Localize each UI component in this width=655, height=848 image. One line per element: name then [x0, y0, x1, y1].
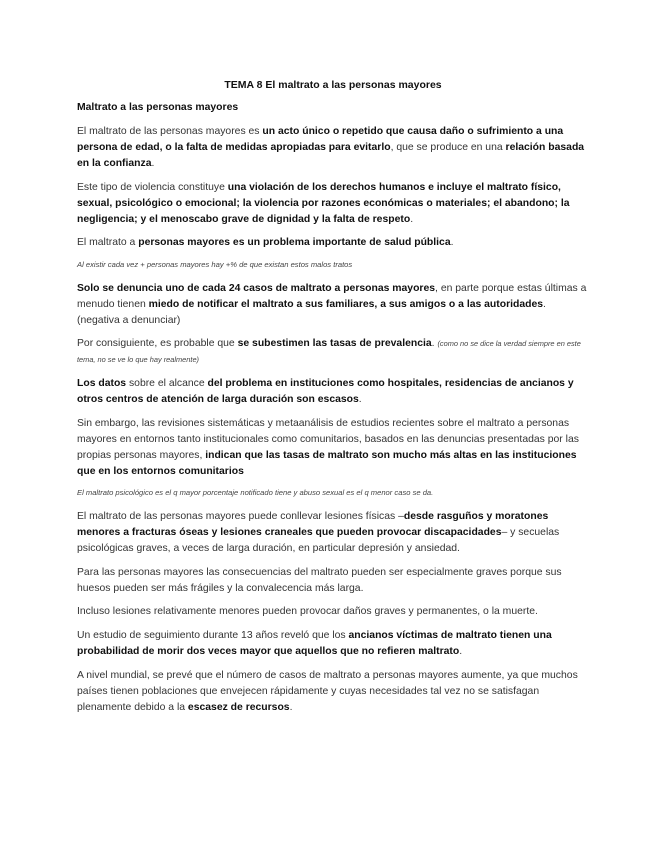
- bold-text: del problema en instituciones como hospitales, residencias de ancianos y otros centros de atención de larga duración son escasos: [77, 377, 574, 405]
- note-paragraph: [77, 487, 589, 499]
- text-run: Para las personas mayores las consecuencias del maltrato pueden ser especialmente graves porque sus huesos pueden ser más frágiles y la convalecencia más larga.: [77, 566, 562, 594]
- text-run: El maltrato a: [77, 237, 139, 249]
- bold-text: una violación de los derechos humanos e incluye el maltrato físico, sexual, psicológico o emocional; la violencia por razones económicas o materiales; el abandono; la negligencia; y el menoscabo grave de dignidad y la falta de respeto: [77, 181, 570, 225]
- text-run: .: [459, 645, 463, 657]
- text-run: .: [358, 393, 362, 405]
- text-run: Maltrato a las personas mayores: [77, 102, 239, 113]
- bold-text: se subestimen las tasas de prevalencia: [237, 338, 432, 350]
- text-run: Un estudio de seguimiento durante 13 años reveló que los: [77, 629, 349, 641]
- bold-text: indican que las tasas de maltrato son mucho más altas en las instituciones que en los entornos comunitarios: [77, 449, 577, 477]
- text-run: .: [289, 701, 293, 713]
- text-run: sobre el alcance: [126, 377, 208, 389]
- text-run: El maltrato de las personas mayores puede conllevar lesiones físicas –: [77, 511, 404, 523]
- paragraph: [77, 336, 589, 368]
- text-run: El maltrato psicológico es el q mayor porcentaje notificado tiene y abuso sexual es el q menor caso se da.: [77, 488, 434, 498]
- bold-text: Solo se denuncia uno de cada 24 casos de maltrato a personas mayores: [77, 282, 436, 294]
- paragraph: [77, 180, 589, 228]
- bold-text: escasez de recursos: [187, 701, 290, 713]
- text-run: El maltrato de las personas mayores es: [77, 126, 263, 137]
- bold-text: relación basada en la confianza: [77, 142, 585, 169]
- text-run: – y secuelas psicológicas graves, a veces de larga duración, en particular depresión y ansiedad.: [77, 527, 560, 555]
- text-run: Sin embargo, las revisiones sistemáticas y metaanálisis de estudios recientes sobre el maltrato a personas mayores en entornos tanto institucionales como comunitarios, basados en las denuncias presentadas por las propias personas mayores,: [77, 417, 579, 461]
- section-heading: [77, 100, 589, 116]
- text-run: , que se produce en una: [390, 142, 506, 153]
- document-body: [77, 100, 589, 716]
- paragraph: [77, 235, 589, 251]
- note-paragraph: [77, 259, 589, 271]
- paragraph: [77, 376, 589, 408]
- bold-text: personas mayores es un problema importante de salud pública: [138, 237, 451, 249]
- document-title: TEMA 8 El maltrato a las personas mayores: [224, 79, 442, 91]
- paragraph: [77, 281, 589, 329]
- paragraph: [77, 565, 589, 597]
- bold-text: miedo de notificar el maltrato a sus familiares, a sus amigos o a las autoridades: [148, 298, 544, 310]
- paragraph: [77, 509, 589, 557]
- text-run: Por consiguiente, es probable que: [77, 338, 238, 350]
- bold-text: un acto único o repetido que causa daño o sufrimiento a una persona de edad, o la falta de medidas apropiadas para evitarlo: [77, 126, 564, 153]
- paragraph: [77, 668, 589, 716]
- text-run: .: [450, 237, 454, 249]
- text-run: , en parte porque estas últimas a menudo tienen: [77, 282, 587, 310]
- text-run: A nivel mundial, se prevé que el número de casos de maltrato a personas mayores aumente, ya que muchos países tienen poblaciones que envejecen rápidamente y cuyas necesidades tal vez no se satisfagan plenamente debido a la: [77, 669, 578, 713]
- paragraph: [77, 604, 589, 620]
- text-run: .: [431, 338, 438, 350]
- text-run: Incluso lesiones relativamente menores pueden provocar daños graves y permanentes, o la muerte.: [77, 606, 538, 618]
- text-run: Este tipo de violencia constituye: [77, 181, 228, 193]
- text-run: Al existir cada vez + personas mayores hay +% de que existan estos malos tratos: [77, 259, 353, 269]
- text-run: .: [151, 158, 155, 169]
- paragraph: [77, 124, 589, 172]
- text-run: . (negativa a denunciar): [77, 298, 546, 326]
- italic-note-text: (como no se dice la verdad siempre en este tema, no se ve lo que hay realmente): [77, 339, 581, 365]
- bold-text: desde rasguños y moratones menores a fracturas óseas y lesiones craneales que pueden provocar discapacidades: [77, 511, 549, 539]
- text-run: .: [410, 213, 414, 225]
- paragraph: [77, 416, 589, 480]
- document-page: [77, 78, 589, 723]
- paragraph: [77, 628, 589, 660]
- bold-text: Los datos: [77, 377, 127, 389]
- bold-text: ancianos víctimas de maltrato tienen una probabilidad de morir dos veces mayor que aquellos que no refieren maltrato: [77, 629, 552, 657]
